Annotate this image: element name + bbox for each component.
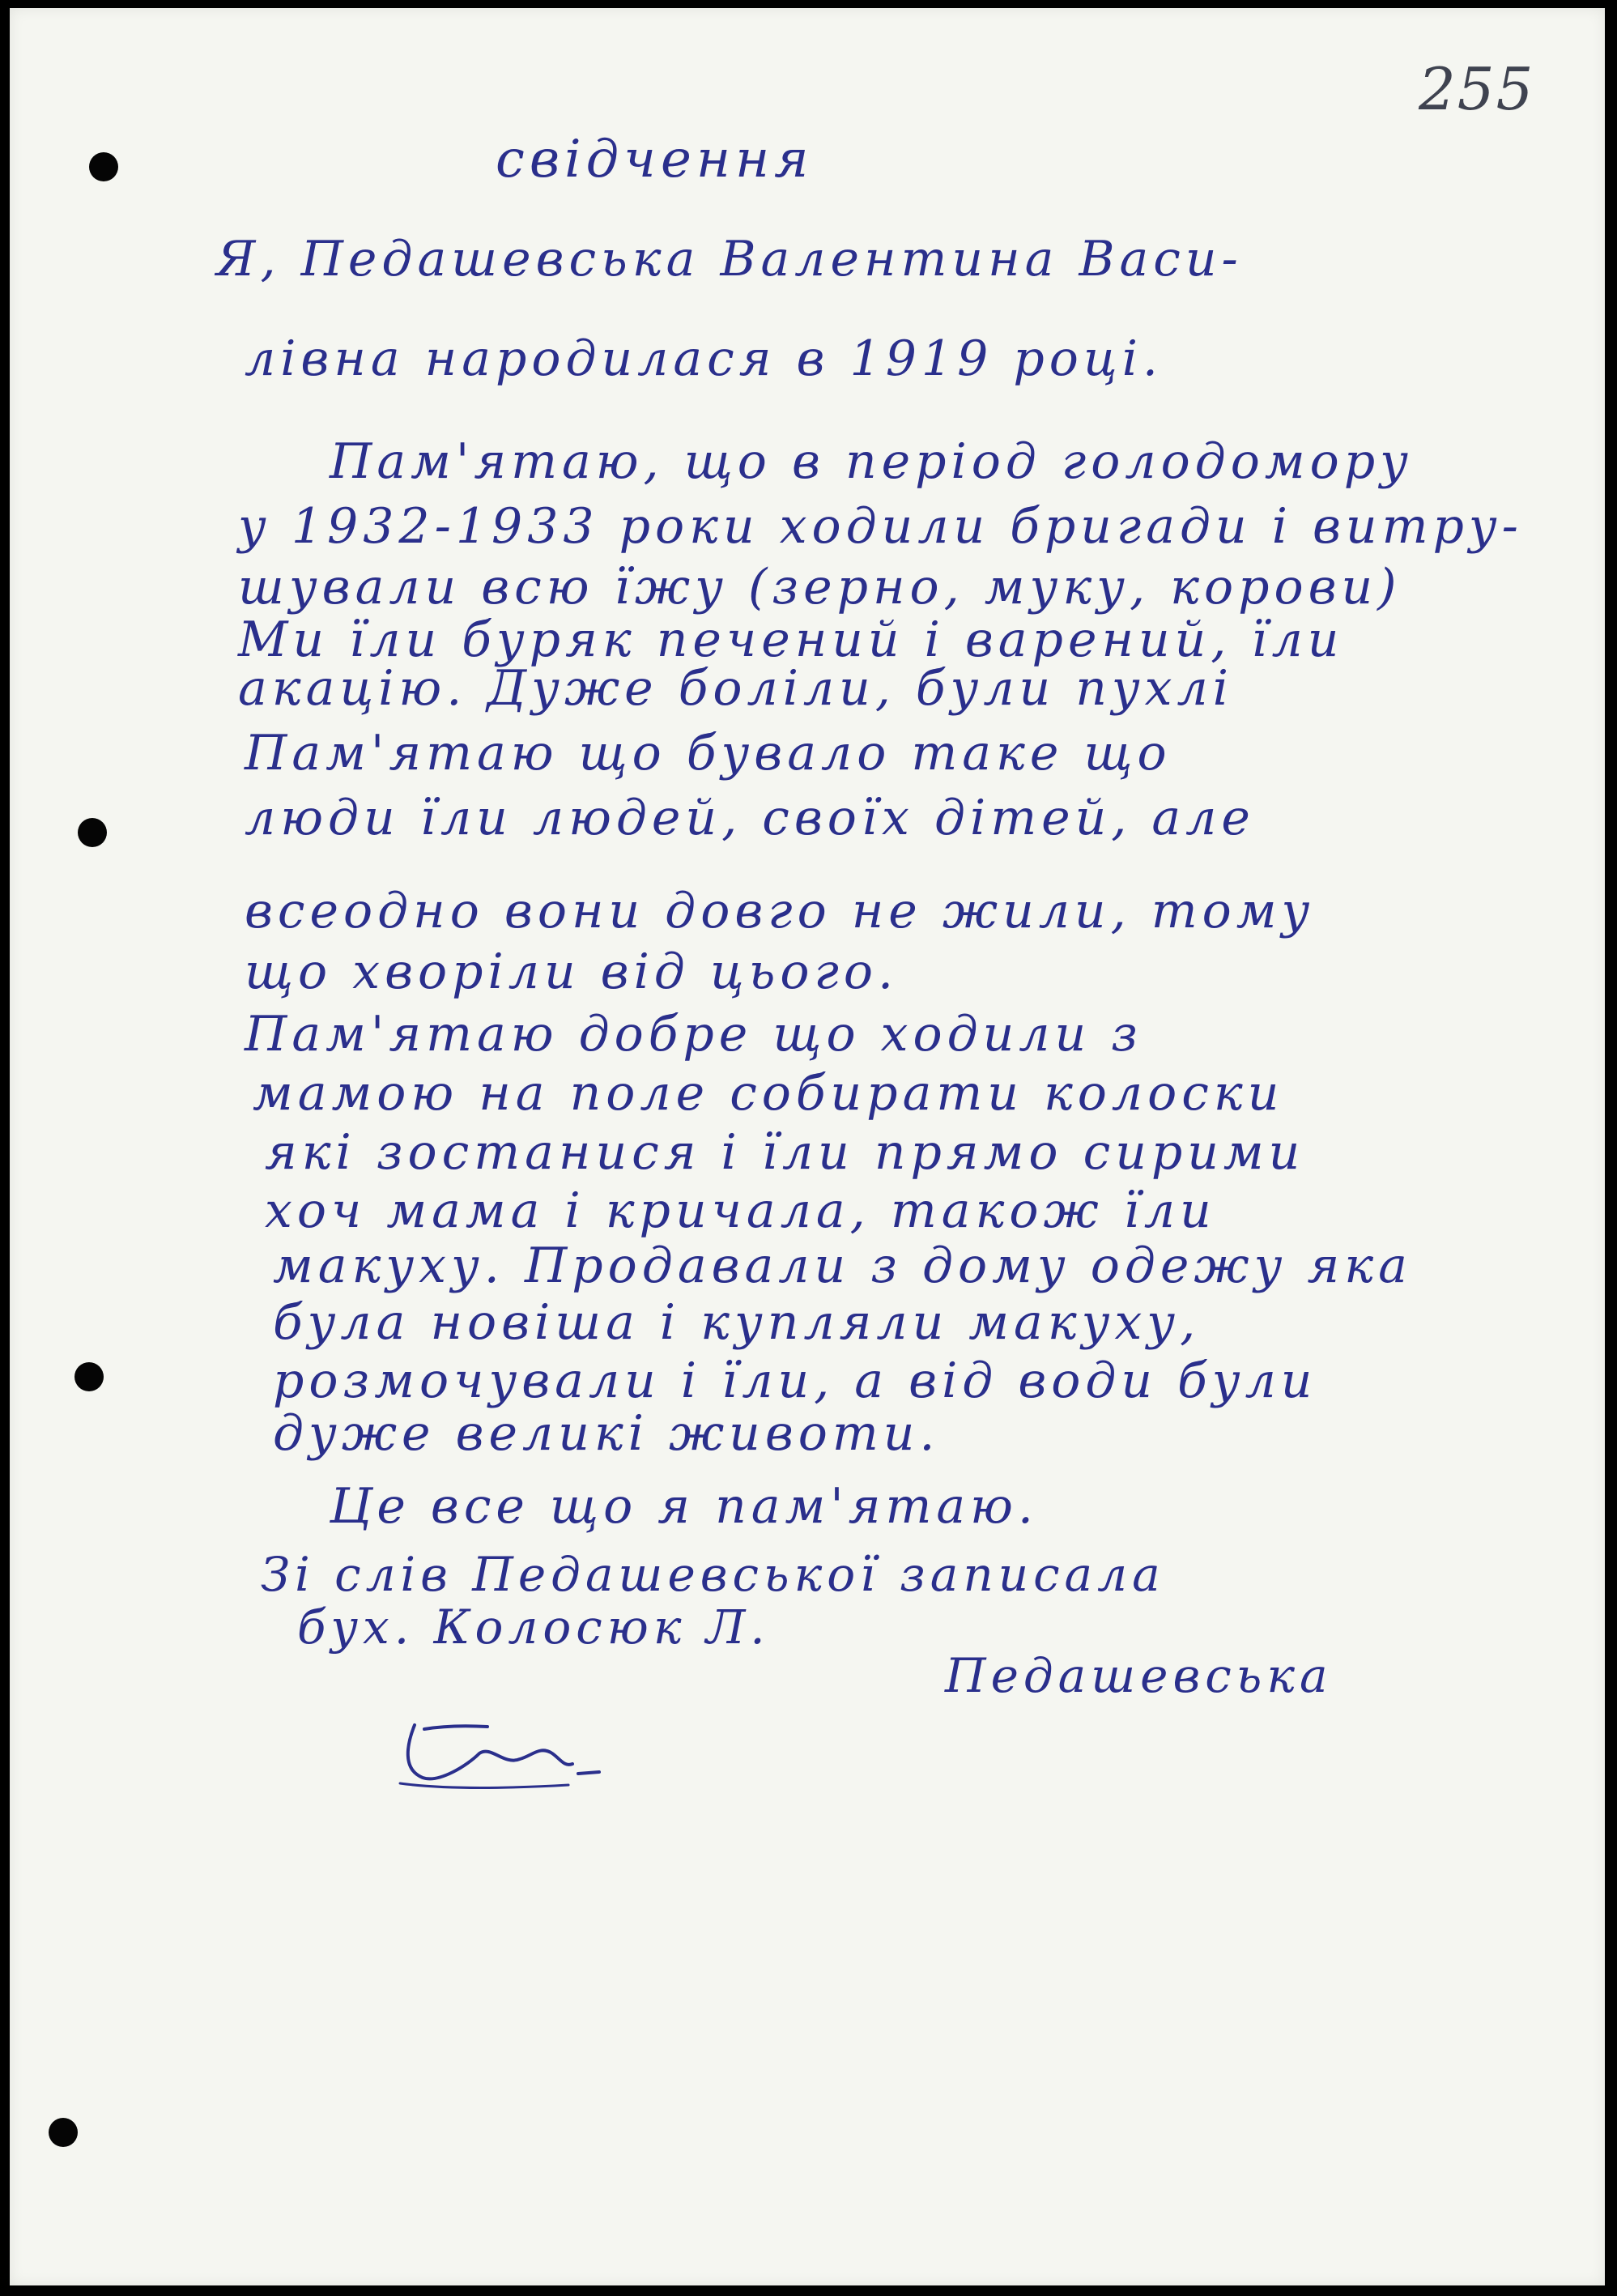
document-title: свідчення bbox=[496, 130, 814, 190]
text-line: макуху. Продавали з дому одежу яка bbox=[273, 1237, 1412, 1294]
text-line: мамою на поле собирати колоски bbox=[253, 1065, 1284, 1122]
text-line: Це все що я пам'ятаю. bbox=[330, 1478, 1039, 1535]
punch-hole bbox=[74, 1362, 104, 1391]
text-line: Пам'ятаю, що в період голодомору bbox=[330, 433, 1413, 490]
punch-hole bbox=[78, 818, 107, 847]
folio-number: 255 bbox=[1419, 55, 1535, 123]
text-line: лівна народилася в 1919 році. bbox=[245, 330, 1163, 387]
text-line: Пам'ятаю добре що ходили з bbox=[245, 1006, 1143, 1063]
text-line: розмочували і їли, а від води були bbox=[273, 1352, 1317, 1409]
text-line: дуже великі животи. bbox=[273, 1405, 940, 1462]
text-line: була новіша і купляли макуху, bbox=[273, 1294, 1201, 1351]
signature-name: Педашевська bbox=[945, 1648, 1333, 1703]
text-line: всеодно вони довго не жили, тому bbox=[245, 883, 1315, 939]
text-line: які зостанися і їли прямо сирими bbox=[265, 1124, 1305, 1181]
text-line: Я, Педашевська Валентина Васи- bbox=[216, 231, 1243, 288]
punch-hole bbox=[89, 152, 118, 181]
text-line: що хворіли від цього. bbox=[245, 944, 899, 1000]
text-line: у 1932-1933 роки ходили бригади і витру- bbox=[238, 498, 1523, 555]
recorder-name: бух. Колосюк Л. bbox=[297, 1600, 770, 1655]
document-page bbox=[10, 8, 1605, 2285]
text-line: акацію. Дуже боліли, були пухлі bbox=[238, 660, 1233, 717]
handwritten-signature bbox=[390, 1709, 601, 1798]
text-line: Пам'ятаю що бувало таке що bbox=[245, 725, 1172, 782]
text-line: люди їли людей, своїх дітей, але bbox=[245, 790, 1255, 846]
text-line: хоч мама і кричала, також їли bbox=[265, 1182, 1216, 1239]
recorded-by-line: Зі слів Педашевської записала bbox=[261, 1547, 1165, 1602]
text-line: шували всю їжу (зерно, муку, корови) bbox=[238, 559, 1402, 616]
text-line: Ми їли буряк печений і варений, їли bbox=[238, 611, 1344, 668]
punch-hole bbox=[49, 2118, 78, 2147]
